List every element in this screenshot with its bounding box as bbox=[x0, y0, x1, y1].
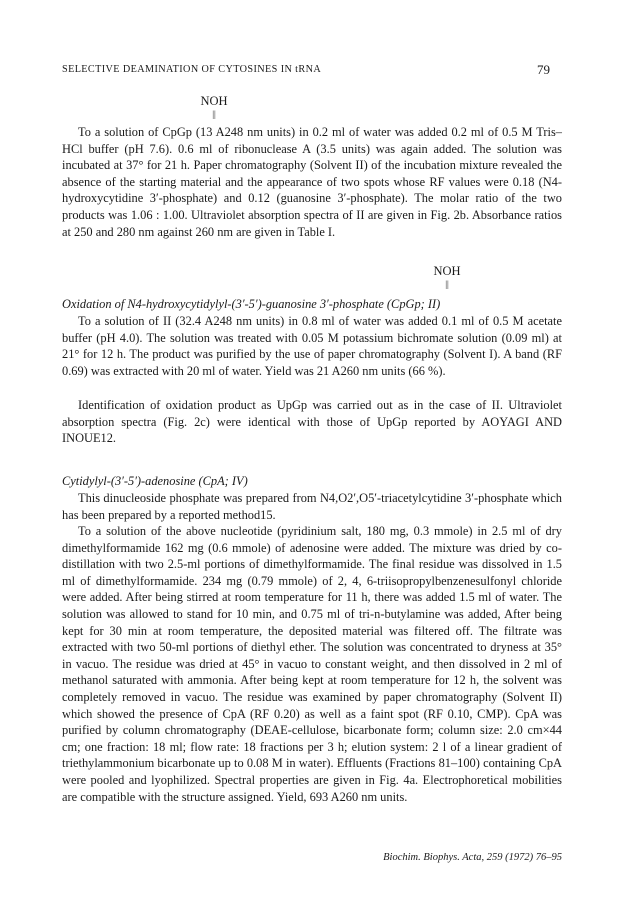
running-head: SELECTIVE DEAMINATION OF CYTOSINES IN tRNA bbox=[62, 64, 322, 75]
section-heading-oxidation: Oxidation of N4-hydroxycytidylyl-(3′-5′)-guanosine 3′-phosphate (CpGp; II) bbox=[62, 297, 441, 311]
paragraph-oxidation: To a solution of II (32.4 A248 nm units) in 0.8 ml of water was added 0.1 ml of 0.5 M acetate buffer (pH 4.0). The solution was treated with 0.05 M potassium bichromate solution (0.09 ml) at 21° for 12 h. The product was purified by the use of paper chromatography (Solvent I). A band (RF 0.69) was extracted with 20 ml of water. Yield was 21 A260 nm units (66 %). bbox=[62, 314, 562, 378]
paragraph-identification: Identification of oxidation product as UpGp was carried out as in the case of II. Ultraviolet absorption spectra (Fig. 2c) were identical with those of UpGp reported by AOYAGI AND INOUE12. bbox=[62, 398, 562, 446]
journal-citation-footer: Biochim. Biophys. Acta, 259 (1972) 76–95 bbox=[383, 852, 562, 863]
page-number: 79 bbox=[537, 62, 550, 77]
noh-label-2 bbox=[422, 264, 472, 288]
noh-text: NOH bbox=[200, 94, 228, 108]
noh-double-bond: || bbox=[445, 279, 449, 289]
section-heading-cpa: Cytidylyl-(3′-5′)-adenosine (CpA; IV) bbox=[62, 474, 248, 488]
noh-double-bond: || bbox=[212, 109, 216, 119]
paragraph-cpa-intro: This dinucleoside phosphate was prepared from N4,O2′,O5′-triacetylcytidine 3′-phosphate which has been prepared by a reported method15. bbox=[62, 491, 562, 522]
paragraph-cpa-procedure: To a solution of the above nucleotide (pyridinium salt, 180 mg, 0.3 mmole) in 2.5 ml of dry dimethylformamide 162 mg (0.6 mmole) of adenosine were added. The mixture was dried by co-distillation with two 2.5-ml portions of dimethylformamide. The final residue was dissolved in 1.5 ml of dimethylformamide. 234 mg (0.79 mmole) of 2, 4, 6-triisopropylbenzenesulfonyl chloride were added. After being stirred at room temperature for 11 h, there was added 1.5 ml of water. The solution was allowed to stand for 10 min, and 0.75 ml of tri-n-butylamine was added, After being kept for 30 min at room temperature, the deposited material was filtered off. The filtrate was extracted with two 50-ml portions of diethyl ether. The solution was concentrated to dryness at 35° in vacuo. The residue was dried at 45° in vacuo to constant weight, and then dissolved in 2 ml of methanol saturated with ammonia. After being kept at room temperature for 12 h, the solvent was completely removed in vacuo. The residue was examined by paper chromatography (Solvent II) which showed the presence of CpA (RF 0.20) as well as a faint spot (RF 0.10, CMP). CpA was purified by column chromatography (DEAE-cellulose, bicarbonate form; column size: 2.0 cm×44 cm; one fraction: 18 ml; flow rate: 18 fractions per 3 h; elution system: 2 l of a linear gradient of triethylammonium bicarbonate up to 0.08 M in water). Effluents (Fractions 81–100) containing CpA were pooled and lyophilized. Spectral properties are given in Fig. 4a. Electrophoretical mobilities are compatible with the structure assigned. Yield, 693 A260 nm units. bbox=[62, 524, 562, 804]
paragraph-cpgp-digestion: To a solution of CpGp (13 A248 nm units) in 0.2 ml of water was added 0.2 ml of 0.5 M Tris–HCl buffer (pH 7.6). 0.6 ml of ribonuclease A (3.5 units) was again added. The solution was incubated at 37° for 21 h. Paper chromatography (Solvent II) of the incubation mixture revealed the absence of the starting material and the appearance of two spots whose RF values were 0.18 (N4-hydroxycytidine 3′-phosphate) and 0.12 (guanosine 3′-phosphate). The molar ratio of the two products was 1.06 : 1.00. Ultraviolet absorption spectra of II are given in Fig. 2b. Absorbance ratios at 250 and 280 nm against 260 nm are given in Table I. bbox=[62, 125, 562, 239]
noh-text: NOH bbox=[433, 264, 461, 278]
noh-label-1 bbox=[189, 94, 239, 118]
